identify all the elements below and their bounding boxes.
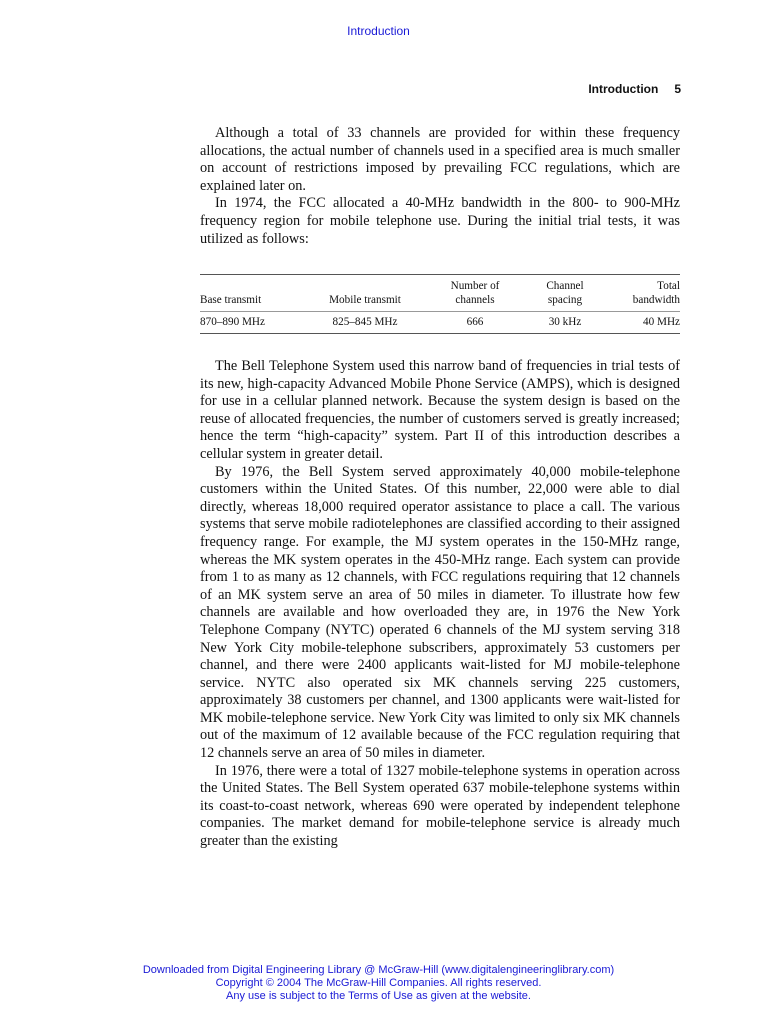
- frequency-allocation-table: [200, 274, 680, 334]
- running-head-title: Introduction: [588, 82, 659, 96]
- paragraph: In 1976, there were a total of 1327 mobile-telephone systems in operation across the United States. The Bell System operated 637 mobile-telephone systems within its coast-to-coast network, whereas 690 were operated by independent telephone companies. The market demand for mobile-telephone service is already much greater than the existing: [200, 762, 680, 850]
- header-mobile-transmit: Mobile transmit: [300, 275, 430, 312]
- cell-channel-spacing: 30 kHz: [548, 316, 582, 328]
- cell-number-of-channels: 666: [466, 316, 484, 328]
- footer-copyright: Copyright © 2004 The McGraw-Hill Companies. All rights reserved.: [215, 977, 542, 989]
- header-number-of-channels: Number of channels: [430, 275, 520, 312]
- body-text-before-table: [200, 125, 680, 248]
- header-base-transmit: Base transmit: [200, 275, 300, 312]
- paragraph: In 1974, the FCC allocated a 40-MHz bandwidth in the 800- to 900-MHz frequency region for mobile telephone use. During the initial trial tests, it was utilized as follows:: [200, 195, 680, 247]
- cell-base-transmit: 870–890 MHz: [200, 316, 265, 328]
- cell-total-bandwidth: 40 MHz: [643, 316, 680, 328]
- footer-terms-link[interactable]: Any use is subject to the Terms of Use as given at the website.: [226, 990, 531, 1002]
- running-head: [588, 82, 681, 96]
- paragraph: The Bell Telephone System used this narrow band of frequencies in trial tests of its new, high-capacity Advanced Mobile Phone Service (AMPS), which is designed for use in a cellular planned network. Because the system design is based on the reuse of allocated frequencies, the number of customers served is greatly increased; hence the term “high-capacity” system. Part II of this introduction describes a cellular system in greater detail.: [200, 358, 680, 462]
- page-number: 5: [674, 82, 681, 96]
- header-channel-spacing: Channel spacing: [520, 275, 610, 312]
- paragraph: By 1976, the Bell System served approximately 40,000 mobile-telephone customers within the United States. Of this number, 22,000 were able to dial directly, whereas 18,000 required operator assistance to place a call. The various systems that serve mobile radiotelephones are classified according to their assigned frequency range. For example, the MJ system operates in the 150-MHz range, whereas the MK system operates in the 450-MHz range. Each system can provide from 1 to as many as 12 channels, with FCC regulations requiring that 12 channels of an MK system serve an area of 50 miles in diameter. To illustrate how few channels are available and how overloaded they are, in 1976 the New York Telephone Company (NYTC) operated 6 channels of the MJ system serving 318 New York City mobile-telephone subscribers, approximately 53 customers per channel, and there were 2400 applicants wait-listed for MJ mobile-telephone service. NYTC also operated six MK channels serving 225 customers, approximately 38 customers per channel, and 1300 applicants were wait-listed for MK mobile-telephone service. New York City was limited to only six MK channels out of the maximum of 12 available because of the FCC regulation requiring that 12 channels serve an area of 50 miles in diameter.: [200, 463, 680, 762]
- cell-mobile-transmit: 825–845 MHz: [332, 316, 398, 328]
- footer-download-link[interactable]: Downloaded from Digital Engineering Library @ McGraw-Hill (www.digitalengineeringlibrary.com): [142, 964, 615, 976]
- table-header-row: [200, 275, 680, 312]
- body-text-after-table: [200, 358, 680, 851]
- top-chapter-link[interactable]: Introduction: [347, 24, 410, 38]
- header-total-bandwidth: Total bandwidth: [610, 275, 680, 312]
- table-row: [200, 312, 680, 334]
- paragraph: Although a total of 33 channels are provided for within these frequency allocations, the actual number of channels used in a specified area is much smaller on account of restrictions imposed by prevailing FCC regulations, which are explained later on.: [200, 125, 680, 194]
- footer: [0, 964, 757, 1003]
